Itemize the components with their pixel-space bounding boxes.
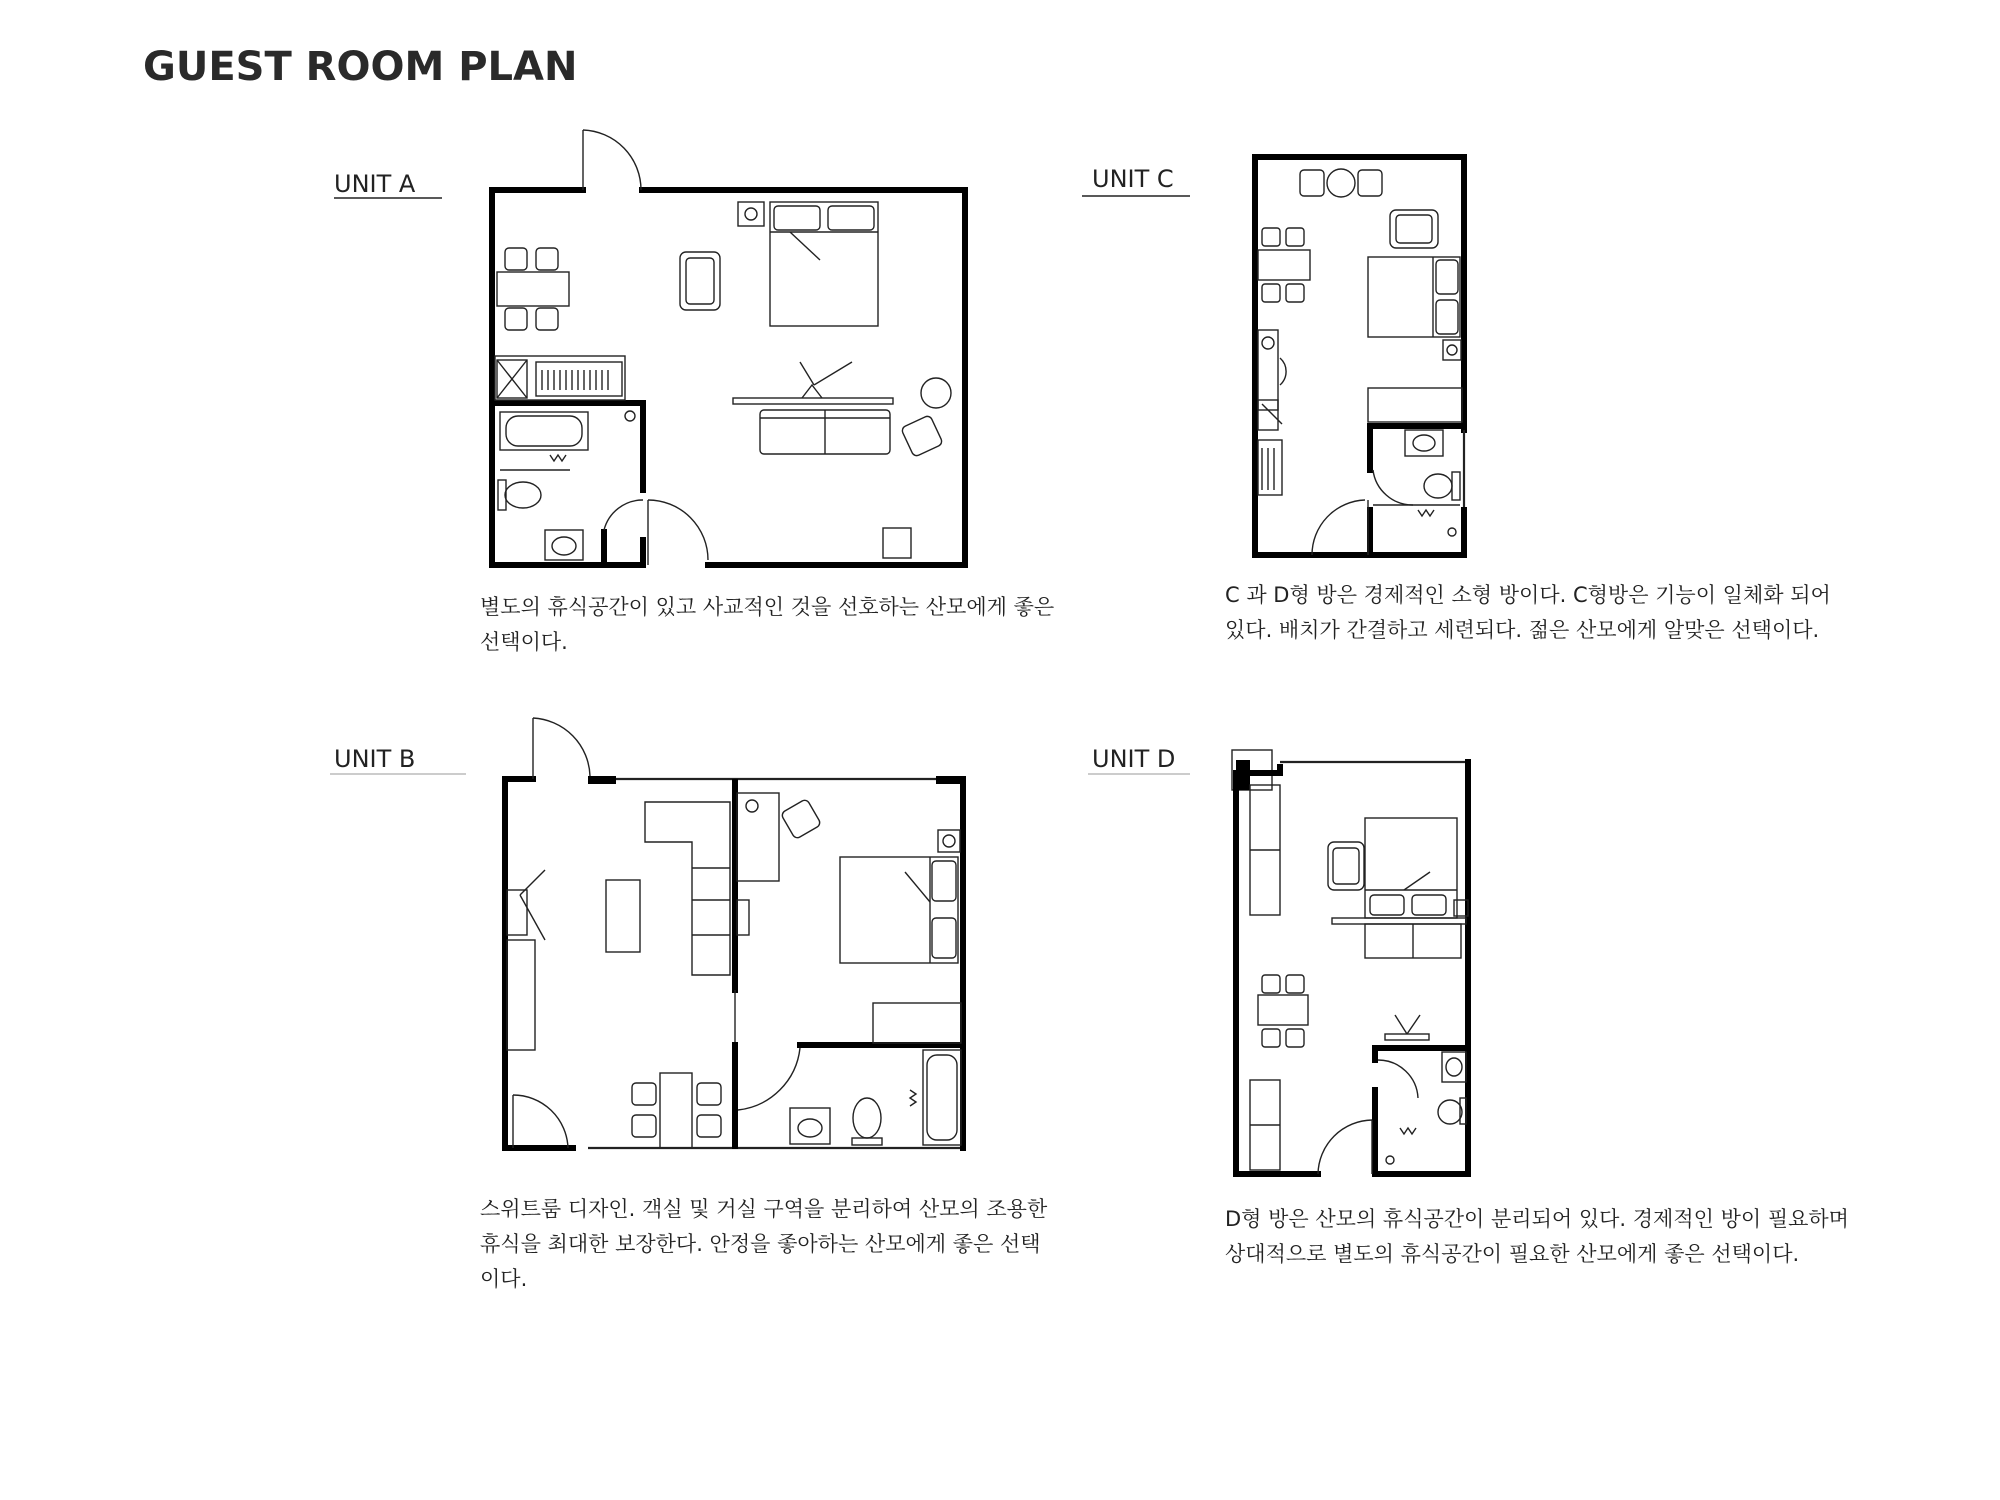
unit-a-desc-line: 별도의 휴식공간이 있고 사교적인 것을 선호하는 산모에게 좋은 bbox=[480, 595, 1055, 619]
unit-b-desc-line: 이다. bbox=[480, 1267, 528, 1291]
unit-c-plan bbox=[1255, 157, 1464, 555]
unit-b-desc-line: 휴식을 최대한 보장한다. 안정을 좋아하는 산모에게 좋은 선택 bbox=[480, 1232, 1041, 1256]
unit-d-plan bbox=[1232, 750, 1468, 1174]
unit-a-label-text: UNIT A bbox=[334, 170, 416, 198]
unit-d-label-text: UNIT D bbox=[1092, 745, 1176, 773]
unit-d-desc-line: D형 방은 산모의 휴식공간이 분리되어 있다. 경제적인 방이 필요하며 bbox=[1225, 1207, 1849, 1231]
label-underlines bbox=[330, 196, 1190, 774]
unit-c-desc-line: C 과 D형 방은 경제적인 소형 방이다. C형방은 기능이 일체화 되어 bbox=[1225, 583, 1831, 607]
page-title: GUEST ROOM PLAN bbox=[143, 44, 578, 90]
unit-c-desc-line: 있다. 배치가 간결하고 세련되다. 젊은 산모에게 알맞은 선택이다. bbox=[1225, 618, 1820, 642]
unit-a-plan bbox=[492, 130, 965, 565]
unit-b-plan bbox=[505, 718, 966, 1148]
unit-b-label-text: UNIT B bbox=[334, 745, 416, 773]
unit-a-desc-line: 선택이다. bbox=[480, 630, 568, 654]
unit-c-label-text: UNIT C bbox=[1092, 165, 1174, 193]
unit-d-desc-line: 상대적으로 별도의 휴식공간이 필요한 산모에게 좋은 선택이다. bbox=[1225, 1242, 1800, 1266]
unit-b-desc-line: 스위트룸 디자인. 객실 및 거실 구역을 분리하여 산모의 조용한 bbox=[480, 1197, 1048, 1221]
